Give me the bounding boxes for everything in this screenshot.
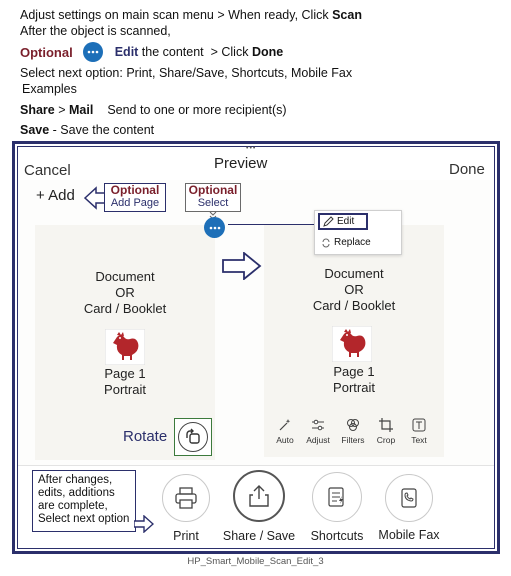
magic-wand-icon	[278, 418, 292, 432]
share-save-button[interactable]	[233, 470, 285, 522]
tool-label: Text	[411, 435, 427, 445]
instruction-line-4: Select next option: Print, Share/Save, Shortcuts, Mobile Fax	[20, 66, 353, 80]
tool-label: Adjust	[306, 435, 330, 445]
tool-filters[interactable]	[336, 418, 370, 445]
action-label-print: Print	[173, 529, 199, 543]
fax-icon	[398, 487, 420, 509]
connector-line	[228, 224, 320, 225]
menu-item-replace[interactable]	[321, 237, 371, 248]
page-text: Document	[95, 269, 155, 284]
optional-label: Optional	[20, 44, 73, 60]
more-dots-icon	[83, 42, 103, 62]
page-text: OR	[344, 282, 364, 297]
page-thumbnail-right[interactable]	[264, 225, 444, 457]
image-caption: HP_Smart_Mobile_Scan_Edit_3	[187, 556, 324, 567]
arrow-right-icon	[222, 252, 262, 280]
callout-subtitle: Add Page	[110, 197, 160, 209]
page-text: Card / Booklet	[83, 301, 167, 316]
rooster-icon	[105, 329, 145, 365]
mobile-fax-button[interactable]	[385, 474, 433, 522]
sliders-icon	[311, 418, 325, 432]
arrow-right-icon	[134, 515, 154, 533]
filters-icon	[346, 418, 360, 432]
more-options-button[interactable]	[204, 217, 225, 238]
save-description: - Save the content	[49, 123, 155, 137]
print-button[interactable]	[162, 474, 210, 522]
share-keyword: Share	[20, 103, 55, 117]
tool-label: Filters	[341, 435, 365, 445]
tool-adjust[interactable]	[301, 418, 335, 445]
page-text: OR	[115, 285, 135, 300]
printer-icon	[174, 487, 198, 509]
page-title: Preview	[214, 155, 268, 172]
save-keyword: Save	[20, 123, 50, 137]
more-dots-icon	[209, 226, 221, 230]
add-page-button[interactable]: + Add	[36, 187, 75, 204]
menu-label: Replace	[334, 237, 371, 248]
callout-line: edits, additions	[38, 487, 115, 499]
rotate-circle	[178, 422, 208, 452]
divider	[18, 465, 494, 466]
share-description: Send to one or more recipient(s)	[107, 103, 287, 117]
callout-line: Select next option	[38, 513, 130, 525]
instruction-line-1	[20, 8, 362, 22]
callout-title: Optional	[110, 183, 160, 197]
edit-keyword: Edit	[114, 45, 139, 59]
tool-crop[interactable]	[369, 418, 403, 445]
rooster-icon	[332, 326, 372, 362]
scan-keyword: Scan	[332, 8, 362, 22]
menu-item-edit[interactable]	[318, 213, 368, 230]
page-orientation: Portrait	[333, 380, 375, 395]
rotate-icon	[184, 428, 202, 446]
pencil-icon	[323, 216, 334, 227]
cancel-button[interactable]: Cancel	[24, 162, 71, 179]
page-number: Page 1	[104, 366, 146, 381]
instruction-text: the content > Click	[138, 45, 252, 59]
page-text: Document	[324, 266, 384, 281]
callout-title: Optional	[188, 183, 238, 197]
tool-label: Crop	[376, 435, 396, 445]
instruction-line-3	[20, 42, 283, 62]
tool-text[interactable]	[402, 418, 436, 445]
share-icon	[248, 484, 270, 508]
action-label-share-save: Share / Save	[222, 529, 296, 543]
tool-auto[interactable]	[268, 418, 302, 445]
instruction-text: Adjust settings on main scan menu > When ready, Click	[20, 8, 333, 22]
shortcuts-icon	[327, 486, 347, 508]
replace-icon	[321, 238, 331, 248]
callout-subtitle: Select	[197, 197, 229, 209]
shortcuts-button[interactable]	[312, 472, 362, 522]
separator: >	[54, 103, 69, 117]
crop-icon	[379, 418, 393, 432]
rotate-button[interactable]	[174, 418, 212, 456]
action-label-mobile-fax: Mobile Fax	[378, 528, 440, 542]
drag-handle[interactable]: •••	[246, 145, 257, 152]
done-button[interactable]: Done	[449, 161, 485, 178]
action-label-shortcuts: Shortcuts	[310, 529, 364, 543]
page-orientation: Portrait	[104, 382, 146, 397]
page-text: Card / Booklet	[312, 298, 396, 313]
instruction-line-2: After the object is scanned,	[20, 24, 171, 38]
add-page-callout	[104, 183, 166, 212]
options-menu	[314, 210, 402, 255]
page-number: Page 1	[333, 364, 375, 379]
text-icon	[412, 418, 426, 432]
next-option-callout	[32, 470, 136, 532]
tool-label: Auto	[276, 435, 294, 445]
share-example	[20, 103, 287, 117]
done-keyword: Done	[251, 45, 284, 59]
callout-line: After changes,	[38, 474, 113, 486]
menu-label: Edit	[337, 216, 355, 227]
mail-keyword: Mail	[69, 103, 94, 117]
instruction-line-5: Examples	[22, 82, 77, 96]
callout-line: are complete,	[38, 500, 108, 512]
select-callout	[185, 183, 241, 212]
save-example	[20, 123, 154, 137]
rotate-label: Rotate	[123, 428, 168, 445]
